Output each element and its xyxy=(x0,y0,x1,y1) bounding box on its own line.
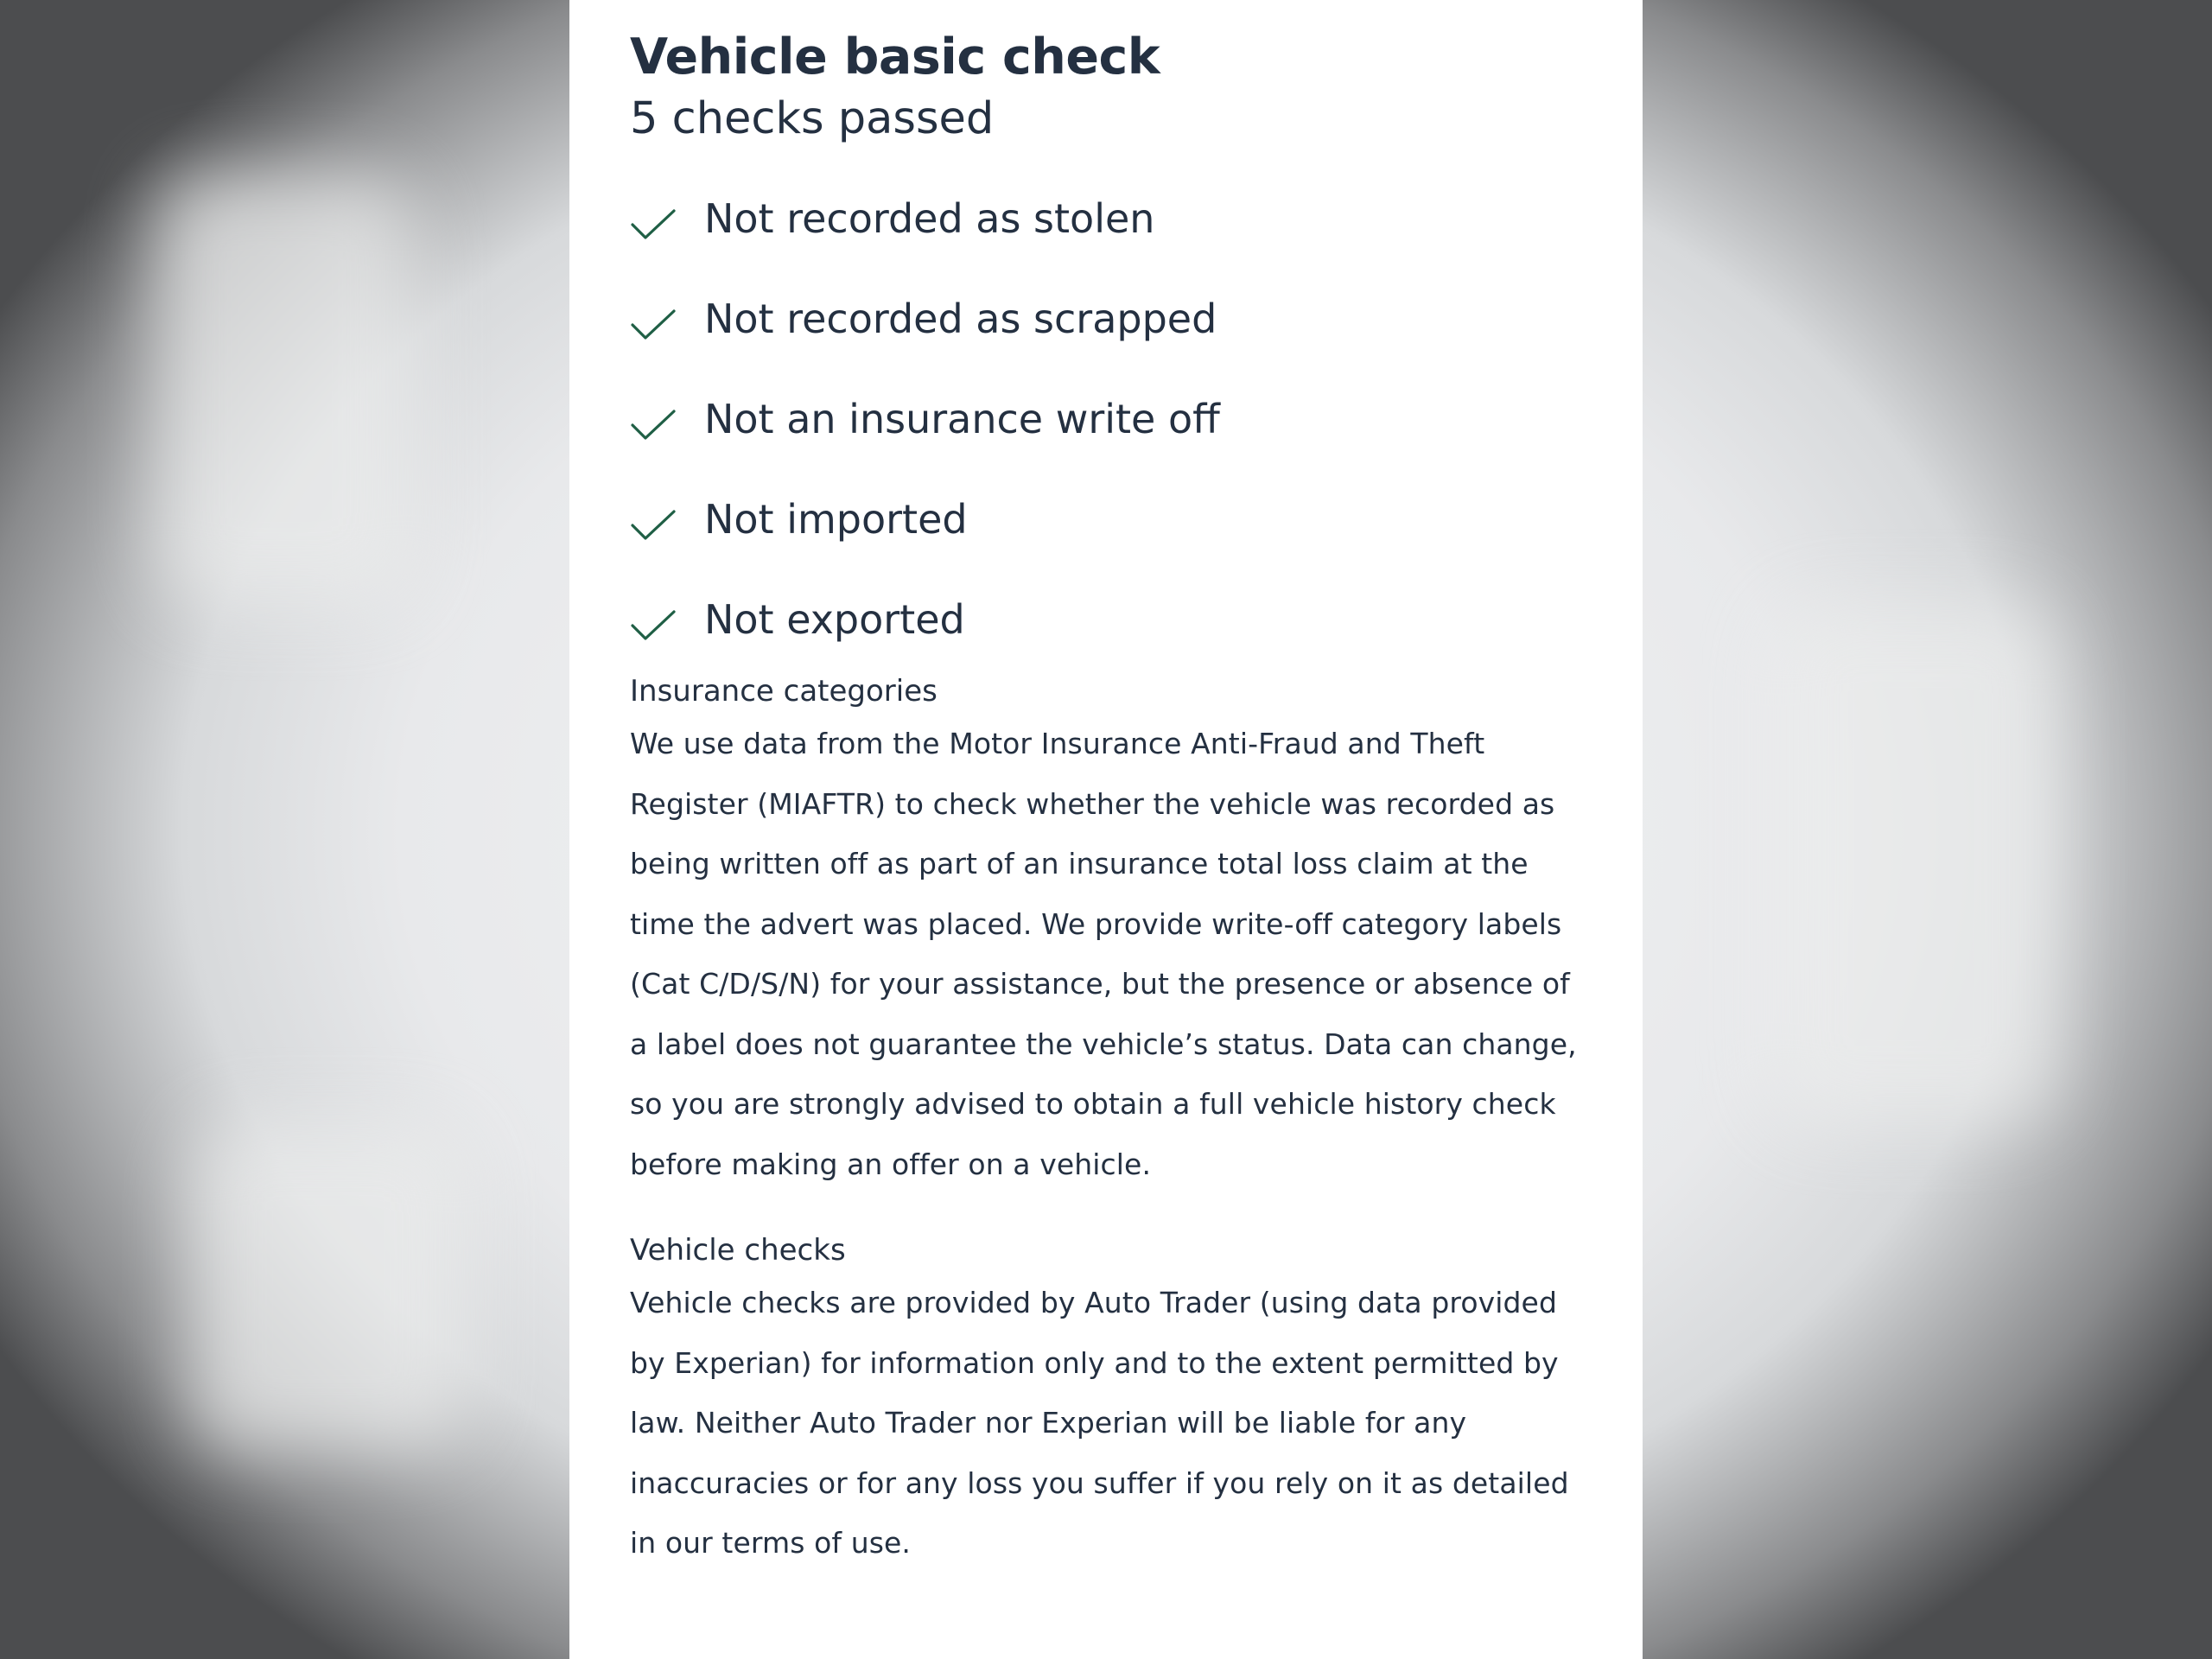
check-label: Not imported xyxy=(704,496,968,543)
list-item xyxy=(630,469,1220,569)
check-icon xyxy=(630,207,677,242)
background-blur-shape xyxy=(1771,605,2056,1123)
check-label: Not recorded as scrapped xyxy=(704,296,1217,342)
check-icon xyxy=(630,608,677,643)
check-list xyxy=(630,168,1220,670)
background-blur-shape xyxy=(156,173,415,605)
check-label: Not exported xyxy=(704,596,965,643)
page-title: Vehicle basic check xyxy=(630,29,1160,86)
vehicle-check-panel xyxy=(569,0,1643,1659)
check-label: Not an insurance write off xyxy=(704,396,1220,442)
checks-summary: 5 checks passed xyxy=(630,93,995,144)
list-item xyxy=(630,569,1220,670)
list-item xyxy=(630,369,1220,469)
background-blur-shape xyxy=(190,1123,467,1452)
vehicle-checks-heading: Vehicle checks xyxy=(630,1233,846,1268)
insurance-categories-heading: Insurance categories xyxy=(630,674,938,709)
check-label: Not recorded as stolen xyxy=(704,195,1155,242)
list-item xyxy=(630,269,1220,369)
list-item xyxy=(630,168,1220,269)
check-icon xyxy=(630,408,677,442)
vehicle-checks-text: Vehicle checks are provided by Auto Trader (using data provided by Experian) for information only and to the extent permitted by law. Neither Auto Trader nor Experian will be liable for any inaccuracies or for any loss you suffer if you rely on it as detailed in our terms of use. xyxy=(630,1286,1569,1560)
check-icon xyxy=(630,508,677,543)
insurance-categories-text: We use data from the Motor Insurance Anti-Fraud and Theft Register (MIAFTR) to check whether the vehicle was recorded as being written off as part of an insurance total loss claim at the time the advert was placed. We provide write-off category labels (Cat C/D/S/N) for your assistance, but the presence or absence of a label does not guarantee the vehicle’s status. Data can change, so you are strongly advised to obtain a full vehicle history check before making an offer on a vehicle. xyxy=(630,727,1577,1181)
check-icon xyxy=(630,308,677,342)
